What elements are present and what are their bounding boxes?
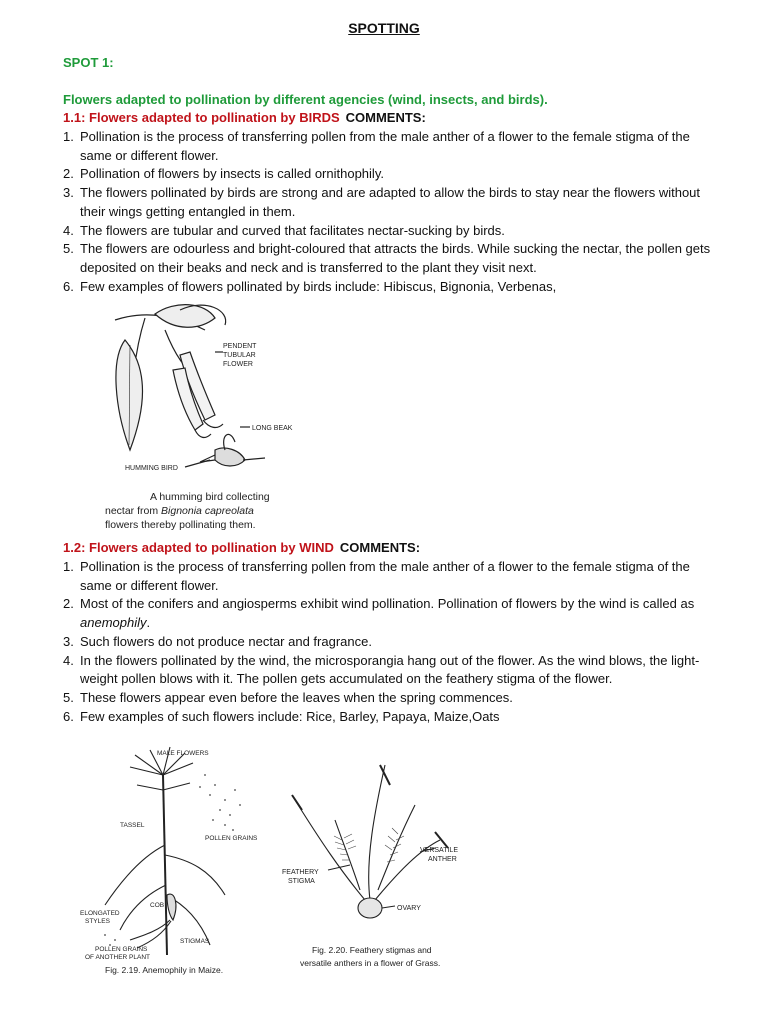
label-styles: STYLES — [85, 918, 110, 925]
grass-flower-figure — [280, 760, 465, 975]
section-heading-wind — [63, 540, 420, 555]
figure-caption-line2: nectar from Bignonia capreolata — [105, 505, 254, 517]
list-item: 6. Few examples of flowers pollinated by birds include: Hibiscus, Bignonia, Verbenas, — [63, 278, 557, 294]
list-item: 2. Pollination of flowers by insects is called ornithophily. — [63, 166, 384, 182]
list-item: 1. Pollination is the process of transferring pollen from the male anther of a flower to the female stigma of the same or different flower. — [63, 129, 690, 163]
figure-caption-line1: A humming bird collecting — [150, 491, 270, 503]
label-tassel: TASSEL — [120, 822, 145, 829]
list-item: 2. Most of the conifers and angiosperms exhibit wind pollination. Pollination of flowers by the wind is called as anemophily. — [63, 596, 695, 631]
section-title-birds: 1.1: Flowers adapted to pollination by BIRDS — [63, 110, 340, 125]
label-pollen-grains: POLLEN GRAINS — [205, 835, 258, 842]
list-item: 3. Such flowers do not produce nectar and fragrance. — [63, 633, 372, 649]
label-pendent: PENDENT — [223, 343, 257, 350]
label-male-flowers: MALE FLOWERS — [157, 750, 209, 757]
spot-label: SPOT 1: — [63, 55, 114, 70]
figure-caption-line3: flowers thereby pollinating them. — [105, 519, 256, 531]
label-feathery: FEATHERY — [282, 869, 319, 876]
list-item: 4. The flowers are tubular and curved that facilitates nectar-sucking by birds. — [63, 222, 505, 238]
humming-bird-figure — [105, 300, 325, 532]
list-item: 1. Pollination is the process of transferring pollen from the male anther of a flower to the female stigma of the same or different flower. — [63, 559, 690, 593]
label-pollen-grains-2: POLLEN GRAINS — [95, 946, 148, 953]
label-another-plant: OF ANOTHER PLANT — [85, 954, 151, 961]
label-versatile: VERSATILE — [420, 847, 458, 854]
label-stigma: STIGMA — [288, 878, 315, 885]
label-tubular: TUBULAR — [223, 352, 256, 359]
grass-caption-line2: versatile anthers in a flower of Grass. — [300, 958, 441, 968]
label-anther: ANTHER — [428, 856, 457, 863]
grass-caption-line1: Fig. 2.20. Feathery stigmas and — [312, 945, 432, 955]
comments-label: COMMENTS: — [339, 540, 421, 555]
wind-comment-list — [63, 558, 723, 726]
label-long-beak: LONG BEAK — [252, 425, 293, 432]
list-item: 5. The flowers are odourless and bright-coloured that attracts the birds. While sucking the nectar, the pollen gets deposited on their beaks and neck and is transferred to the plant they visit next. — [63, 241, 711, 275]
comments-label: COMMENTS: — [345, 110, 426, 125]
intro-heading: Flowers adapted to pollination by different agencies (wind, insects, and birds). — [63, 92, 548, 107]
page-title: SPOTTING — [348, 20, 420, 36]
list-item: 3. The flowers pollinated by birds are strong and are adapted to allow the birds to stay near the flowers without their wings getting entangled in them. — [63, 185, 701, 219]
birds-comment-list — [63, 128, 723, 296]
list-item: 6. Few examples of such flowers include: Rice, Barley, Papaya, Maize,Oats — [63, 708, 500, 724]
label-ovary: OVARY — [397, 905, 421, 912]
maize-figure — [75, 745, 275, 980]
label-stigmas: STIGMAS — [180, 938, 210, 945]
label-humming-bird: HUMMING BIRD — [125, 465, 178, 472]
list-item: 5. These flowers appear even before the leaves when the spring commences. — [63, 689, 513, 705]
list-item: 4. In the flowers pollinated by the wind, the microsporangia hang out of the flower. As the wind blows, the light-weight pollen blows with it. The pollen gets accumulated on the feathery stigma of the flower. — [63, 652, 700, 687]
section-heading-birds — [63, 110, 426, 125]
label-elongated: ELONGATED — [80, 910, 120, 917]
label-cob: COB — [150, 902, 165, 909]
section-title-wind: 1.2: Flowers adapted to pollination by WIND — [63, 540, 334, 555]
maize-caption: Fig. 2.19. Anemophily in Maize. — [105, 965, 224, 975]
label-flower: FLOWER — [223, 361, 253, 368]
